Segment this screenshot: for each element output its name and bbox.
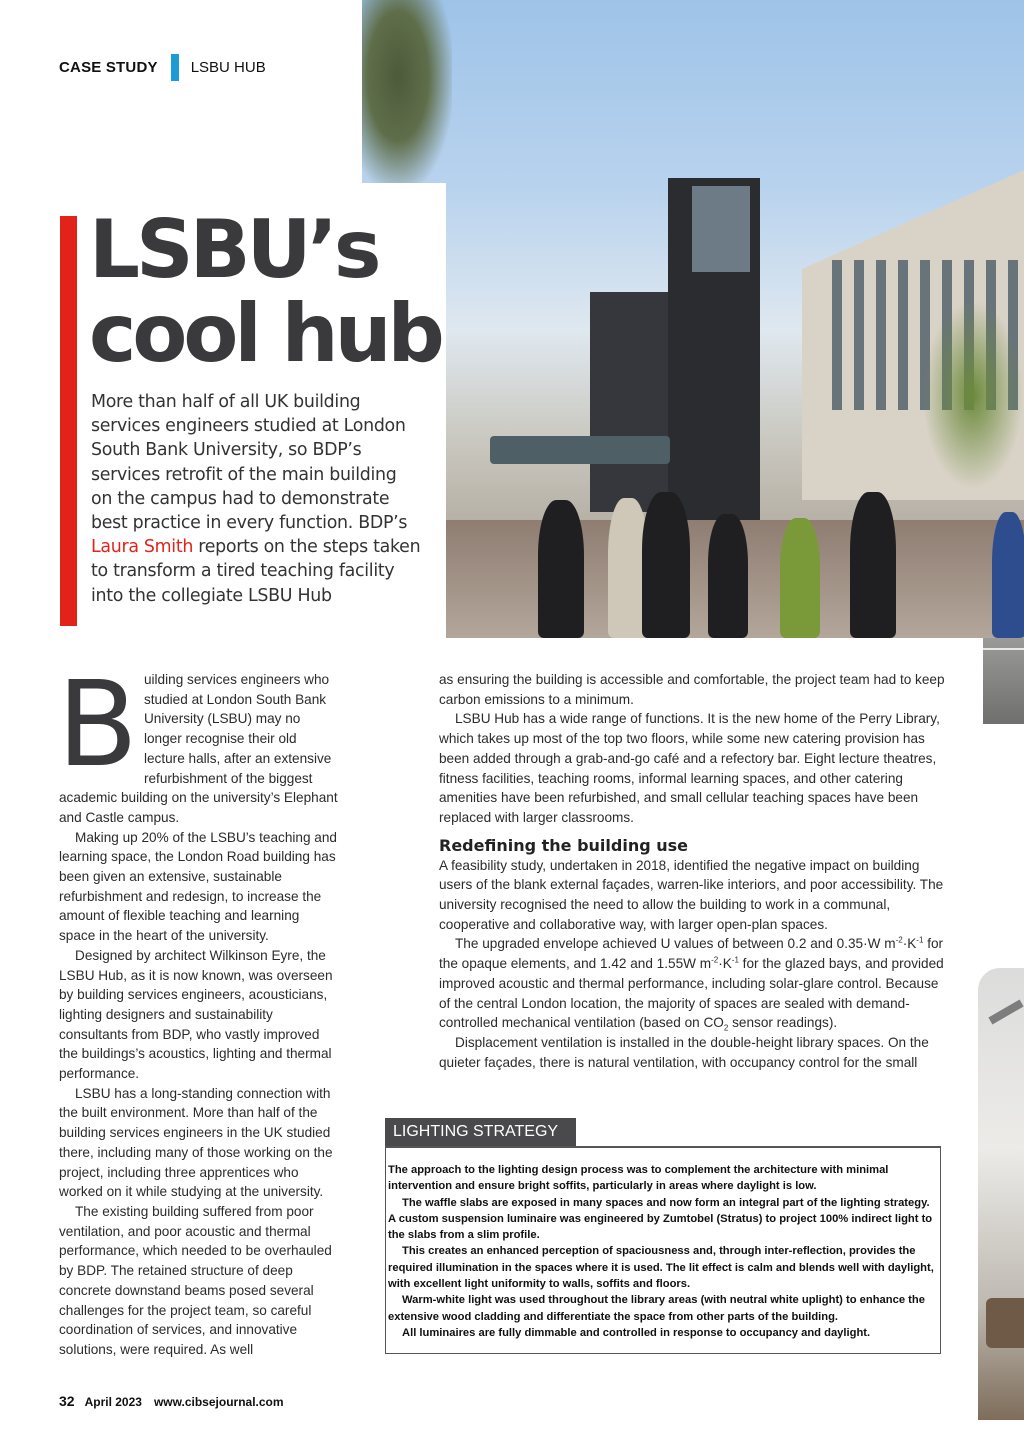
title-line-1: LSBU’s bbox=[89, 203, 378, 296]
text-run: The upgraded envelope achieved U values of between 0.2 and 0.35·W m bbox=[455, 936, 896, 952]
photo-person bbox=[642, 492, 690, 638]
sidebar-title: LIGHTING STRATEGY bbox=[385, 1118, 576, 1146]
standfirst-text: reports on the steps taken to transform a tired teaching facility into the collegiate LSBU Hub bbox=[91, 537, 421, 606]
hero-photo bbox=[362, 0, 1024, 638]
photo-tower-glazing bbox=[692, 186, 750, 272]
subscript: 2 bbox=[723, 1023, 729, 1033]
paragraph: A feasibility study, undertaken in 2018, identified the negative impact on building users of the blank external façades, warren-like interiors, and poor accessibility. The university recognised the need to allow the building to work in a communal, cooperative and collaborative way, with larger open-plan spaces. bbox=[439, 857, 944, 932]
section-label: CASE STUDY bbox=[59, 58, 158, 76]
text-run: sensor readings). bbox=[728, 1015, 838, 1031]
road-marking bbox=[983, 648, 1024, 650]
standfirst bbox=[91, 390, 421, 608]
article-column-2 bbox=[439, 670, 951, 1072]
paragraph: LSBU has a long-standing connection with the built environment. More than half of the building services engineers in the UK studied there, including many of those working on the project, including three apprentices who worked on it while studying at the university. bbox=[59, 1085, 333, 1200]
article-title bbox=[89, 203, 449, 380]
photo-building-tower bbox=[590, 292, 670, 512]
paragraph bbox=[439, 934, 951, 1033]
sidebar-paragraph: The waffle slabs are exposed in many spaces and now form an integral part of the lighting strategy. A custom suspension luminaire was engineered by Zumtobel (Stratus) to project 100% indirect light to the slabs from a slim profile. bbox=[388, 1196, 933, 1242]
text-run: for the opaque elements, and 1.42 and 1.55W m bbox=[439, 936, 944, 972]
superscript: -1 bbox=[731, 955, 739, 965]
photo-person bbox=[708, 514, 748, 638]
standfirst-text: More than half of all UK building services engineers studied at London South Bank University, so BDP’s services retrofit of the main building on the campus had to demonstrate best practice in every function. BDP’s bbox=[91, 392, 408, 534]
paragraph: Displacement ventilation is installed in the double-height library spaces. On the quieter façades, there is natural ventilation, with occupancy control for the small bbox=[439, 1034, 929, 1070]
text-run: for the glazed bays, and provided improved acoustic and thermal performance, including solar-glare control. Because of the central London location, the majority of spaces are sealed with demand-controlled mechanical ventilation (based on CO bbox=[439, 956, 944, 1031]
photo-tree bbox=[362, 0, 452, 190]
title-line-2: cool hub bbox=[89, 287, 441, 380]
topic-label: LSBU HUB bbox=[190, 58, 266, 76]
sidebar-paragraph: The approach to the lighting design process was to complement the architecture with minimal intervention and ensure bright soffits, particularly in areas where daylight is low. bbox=[388, 1164, 889, 1193]
paragraph: Designed by architect Wilkinson Eyre, the LSBU Hub, as it is now known, was overseen by building services engineers, acousticians, lighting designers and sustainability consultants from BDP, who vastly improved the buildings’s acoustics, lighting and thermal performance. bbox=[59, 947, 333, 1082]
armchair bbox=[986, 1298, 1024, 1348]
paragraph: LSBU Hub has a wide range of functions. It is the new home of the Perry Library, which takes up most of the top two floors, while some new catering provision has been added through a grab-and-go café and a refectory bar. Eight lecture theatres, fitness facilities, teaching rooms, informal learning spaces, and other catering amenities have been refurbished, and small cellular teaching spaces have been replaced with larger classrooms. bbox=[439, 711, 940, 825]
photo-tree bbox=[922, 300, 1024, 490]
text-run: ·K bbox=[902, 936, 917, 952]
superscript: -1 bbox=[916, 935, 924, 945]
paragraph-text: uilding services engineers who studied at London South Bank University (LSBU) may no longer recognise their old lecture halls, after an extensive refurbishment of the biggest academic building on the university’s Elephant and Castle campus. bbox=[59, 672, 338, 825]
superscript: -2 bbox=[711, 955, 719, 965]
paragraph: Making up 20% of the LSBU’s teaching and learning space, the London Road building has been given an extensive, sustainable refurbishment and redesign, to increase the amount of flexible teaching and learning space in the heart of the university. bbox=[59, 829, 337, 944]
sidebar-paragraph: Warm-white light was used throughout the library areas (with neutral white uplight) to enhance the extensive wood cladding and differentiate the space from other parts of the building. bbox=[388, 1294, 925, 1323]
edge-photo-street bbox=[983, 638, 1024, 724]
text-run: ·K bbox=[718, 956, 732, 972]
photo-person bbox=[780, 518, 820, 638]
photo-plaza bbox=[362, 520, 1024, 638]
sidebar-paragraph: This creates an enhanced perception of spaciousness and, through inter-reflection, provides the required illumination in the spaces where it is used. The lit effect is calm and blends well with daylight, with excellent light uniformity to walls, soffits and floors. bbox=[388, 1245, 934, 1291]
paragraph bbox=[57, 655, 339, 828]
luminaire bbox=[988, 1000, 1023, 1025]
issue-date: April 2023 bbox=[84, 1395, 142, 1409]
page-number: 32 bbox=[59, 1393, 75, 1409]
sidebar-paragraph: All luminaires are fully dimmable and controlled in response to occupancy and daylight. bbox=[402, 1326, 871, 1339]
paragraph: The existing building suffered from poor ventilation, and poor acoustic and thermal performance, which needed to be overhauled by BDP. The retained structure of deep concrete downstand beams posed several challenges for the project team, so careful coordination of services, and innovative solutions, were required. As well bbox=[59, 1203, 332, 1357]
journal-url: www.cibsejournal.com bbox=[153, 1395, 284, 1409]
photo-person bbox=[538, 500, 584, 638]
article-column-1 bbox=[57, 655, 339, 1360]
photo-person bbox=[992, 512, 1024, 638]
photo-person bbox=[850, 492, 896, 638]
section-kicker bbox=[59, 56, 266, 78]
kicker-divider bbox=[171, 54, 179, 81]
photo-canopy bbox=[490, 436, 670, 464]
page-footer bbox=[59, 1393, 284, 1409]
sidebar-box bbox=[385, 1146, 941, 1354]
paragraph: as ensuring the building is accessible and comfortable, the project team had to keep carbon emissions to a minimum. bbox=[439, 672, 945, 707]
superscript: -2 bbox=[895, 935, 903, 945]
title-accent-bar bbox=[60, 216, 77, 626]
sidebar-text bbox=[388, 1162, 936, 1341]
author-name: Laura Smith bbox=[91, 537, 194, 558]
edge-photo-interior bbox=[978, 968, 1024, 1420]
drop-cap: B bbox=[57, 655, 138, 793]
subheading: Redefining the building use bbox=[439, 835, 689, 855]
